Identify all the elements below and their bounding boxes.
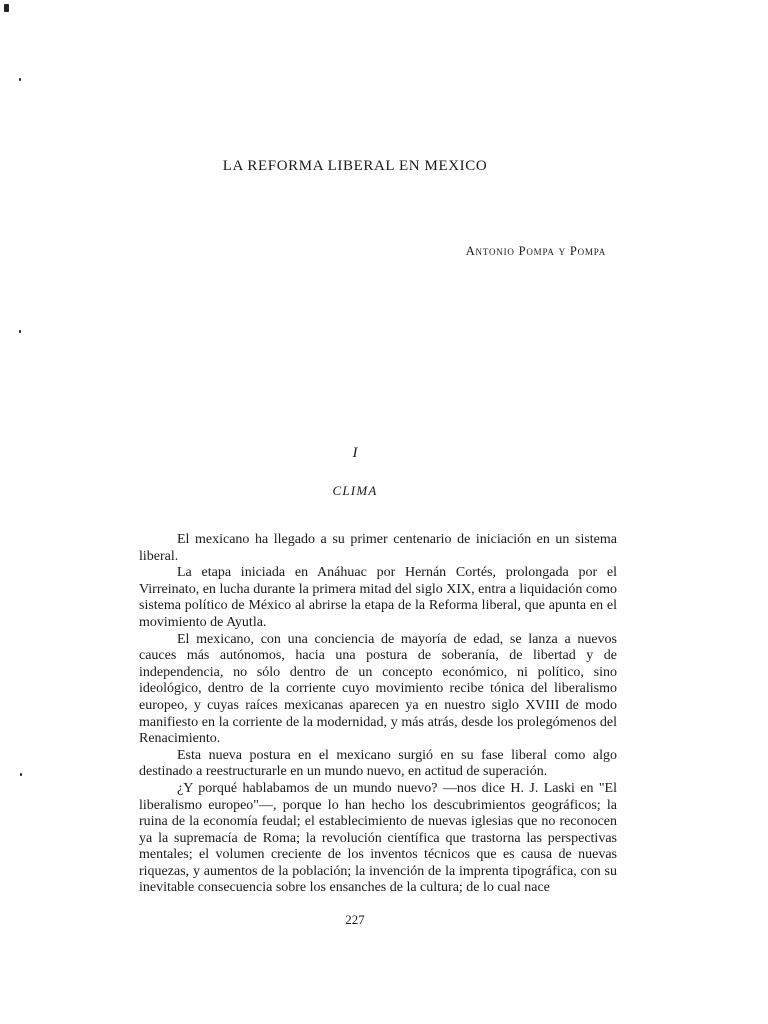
section-number: I: [352, 445, 358, 461]
scan-mark: [4, 4, 9, 12]
paragraph: La etapa iniciada en Anáhuac por Hernán Cortés, prolongada por el Virreinato, en lucha durante la primera mitad del siglo XIX, entra a liquidación como sistema político de México al abrirse la etapa de la Reforma liberal, que apunta en el movimiento de Ayutla.: [139, 565, 617, 630]
scan-mark: [20, 773, 22, 776]
page-number: 227: [345, 912, 365, 927]
scan-mark: [19, 330, 21, 333]
document-title: LA REFORMA LIBERAL EN MEXICO: [222, 158, 488, 174]
section-title: CLIMA: [332, 483, 378, 498]
body-text: [139, 532, 617, 897]
scan-mark: [19, 78, 21, 81]
paragraph: Esta nueva postura en el mexicano surgió en su fase liberal como algo destinado a reestructurarle en un mundo nuevo, en actitud de superación.: [139, 747, 617, 780]
document-author: Antonio Pompa y Pompa: [465, 244, 606, 258]
paragraph: El mexicano ha llegado a su primer centenario de iniciación en un sistema liberal.: [139, 532, 617, 564]
paragraph: ¿Y porqué hablabamos de un mundo nuevo? —nos dice H. J. Laski en "El liberalismo europeo"—, porque lo han hecho los descubrimientos geográficos; la ruina de la economía feudal; el establecimiento de nuevas iglesias que no reconocen ya la supremacía de Roma; la revolución científica que trastorna las perspectivas mentales; el volumen creciente de los inventos técnicos que es causa de nuevas riquezas, y aumentos de la población; la invención de la imprenta tipográfica, con su inevitable consecuencia sobre los ensanches de la cultura; de lo cual nace: [139, 780, 617, 896]
paragraph: El mexicano, con una conciencia de mayoría de edad, se lanza a nuevos cauces más autónomos, hacia una postura de soberanía, de libertad y de independencia, no sólo dentro de un concepto económico, ni político, sino ideológico, dentro de la corriente cuyo movimiento recibe tónica del liberalismo europeo, y cuyas raíces mexicanas aparecen ya en nuestro siglo XVIII de modo manifiesto en la corriente de la modernidad, y más atrás, desde los prolegómenos del Renacimiento.: [139, 631, 617, 747]
